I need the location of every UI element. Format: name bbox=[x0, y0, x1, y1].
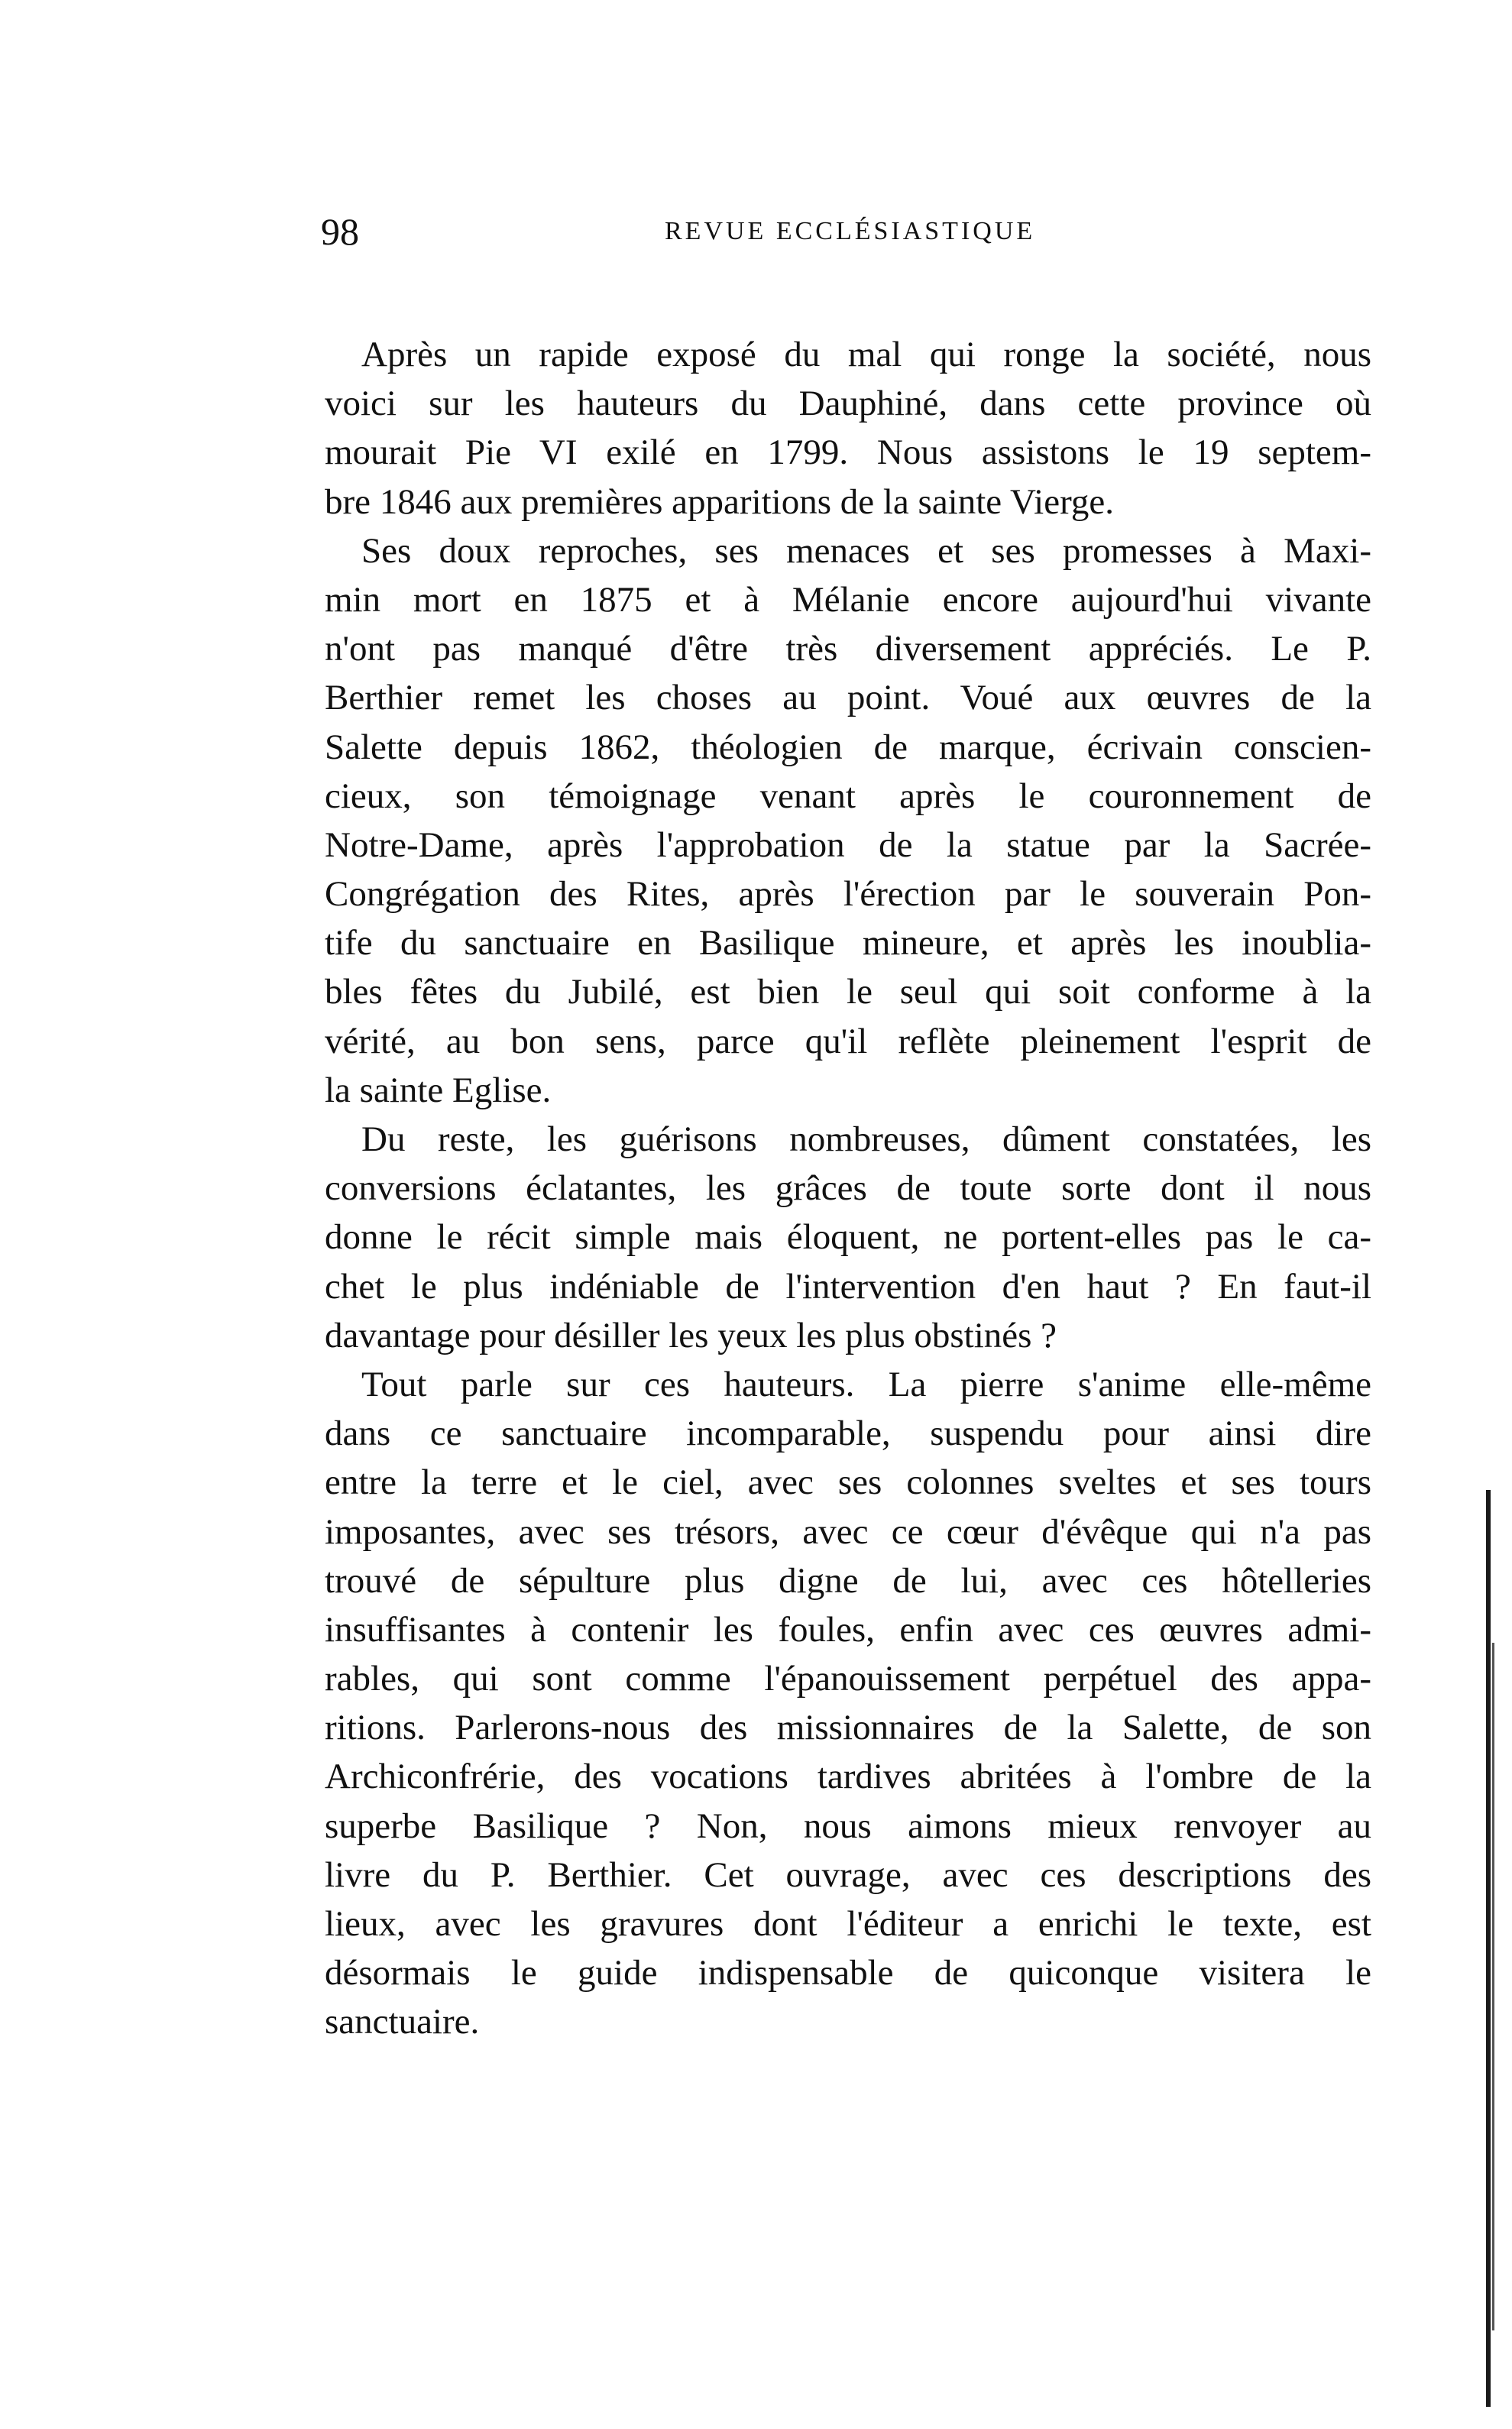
text-line: insuffisantes à contenir les foules, enfin avec ces œuvres admi- bbox=[325, 1609, 1371, 1650]
text-line: Berthier remet les choses au point. Voué aux œuvres de la bbox=[325, 678, 1371, 718]
text-line: désormais le guide indispensable de quiconque visitera le bbox=[325, 1953, 1371, 1993]
text-line: bre 1846 aux premières apparitions de la sainte Vierge. bbox=[325, 481, 1115, 522]
text-line: entre la terre et le ciel, avec ses colonnes sveltes et ses tours bbox=[325, 1462, 1371, 1503]
text-line: Notre-Dame, après l'approbation de la statue par la Sacrée- bbox=[325, 824, 1371, 865]
text-line: Tout parle sur ces hauteurs. La pierre s'anime elle-même bbox=[361, 1364, 1371, 1404]
paragraph bbox=[325, 526, 1371, 1115]
text-line: sanctuaire. bbox=[325, 2002, 480, 2042]
text-line: Salette depuis 1862, théologien de marque, écrivain conscien- bbox=[325, 727, 1371, 767]
text-line: Congrégation des Rites, après l'érection par le souverain Pon- bbox=[325, 874, 1371, 915]
text-line: livre du P. Berthier. Cet ouvrage, avec ces descriptions des bbox=[325, 1854, 1371, 1895]
text-line: tife du sanctuaire en Basilique mineure, et après les inoublia- bbox=[325, 923, 1371, 964]
text-line: donne le récit simple mais éloquent, ne portent-elles pas le ca- bbox=[325, 1217, 1371, 1258]
text-line: chet le plus indéniable de l'intervention d'en haut ? En faut-il bbox=[325, 1266, 1371, 1307]
text-line: n'ont pas manqué d'être très diversement appréciés. Le P. bbox=[325, 629, 1371, 669]
page-edge-shadow-inner bbox=[1492, 1643, 1494, 2330]
text-line: min mort en 1875 et à Mélanie encore aujourd'hui vivante bbox=[325, 579, 1371, 620]
text-line: bles fêtes du Jubilé, est bien le seul qui soit conforme à la bbox=[325, 972, 1371, 1012]
text-line: Du reste, les guérisons nombreuses, dûment constatées, les bbox=[361, 1119, 1371, 1159]
text-line: Ses doux reproches, ses menaces et ses promesses à Maxi- bbox=[361, 530, 1371, 571]
text-line: Après un rapide exposé du mal qui ronge la société, nous bbox=[361, 335, 1371, 374]
text-line: davantage pour désiller les yeux les plus obstinés ? bbox=[325, 1315, 1057, 1355]
article-body bbox=[325, 330, 1371, 2047]
text-line: imposantes, avec ses trésors, avec ce cœur d'évêque qui n'a pas bbox=[325, 1511, 1371, 1552]
text-line: mourait Pie VI exilé en 1799. Nous assistons le 19 septem- bbox=[325, 432, 1371, 473]
journal-title: REVUE ECCLÉSIASTIQUE bbox=[665, 217, 1036, 245]
page-edge-shadow bbox=[1486, 1490, 1491, 2407]
text-line: conversions éclatantes, les grâces de toute sorte dont il nous bbox=[325, 1168, 1371, 1209]
text-line: la sainte Eglise. bbox=[325, 1070, 552, 1110]
running-head bbox=[321, 205, 1375, 258]
text-line: Archiconfrérie, des vocations tardives abritées à l'ombre de la bbox=[325, 1757, 1371, 1797]
text-line: dans ce sanctuaire incomparable, suspendu pour ainsi dire bbox=[325, 1414, 1371, 1454]
text-line: cieux, son témoignage venant après le couronnement de bbox=[325, 776, 1371, 816]
paragraph bbox=[325, 330, 1371, 526]
page-number: 98 bbox=[321, 210, 359, 253]
text-line: vérité, au bon sens, parce qu'il reflète pleinement l'esprit de bbox=[325, 1021, 1371, 1061]
text-line: rables, qui sont comme l'épanouissement perpétuel des appa- bbox=[325, 1659, 1371, 1699]
text-line: trouvé de sépulture plus digne de lui, avec ces hôtelleries bbox=[325, 1560, 1371, 1601]
text-line: lieux, avec les gravures dont l'éditeur a enrichi le texte, est bbox=[325, 1904, 1371, 1944]
paragraph bbox=[325, 1360, 1371, 2047]
text-line: ritions. Parlerons-nous des missionnaires de la Salette, de son bbox=[325, 1708, 1371, 1748]
text-line: superbe Basilique ? Non, nous aimons mieux renvoyer au bbox=[325, 1806, 1371, 1846]
paragraph bbox=[325, 1115, 1371, 1360]
text-line: voici sur les hauteurs du Dauphiné, dans cette province où bbox=[325, 384, 1371, 424]
